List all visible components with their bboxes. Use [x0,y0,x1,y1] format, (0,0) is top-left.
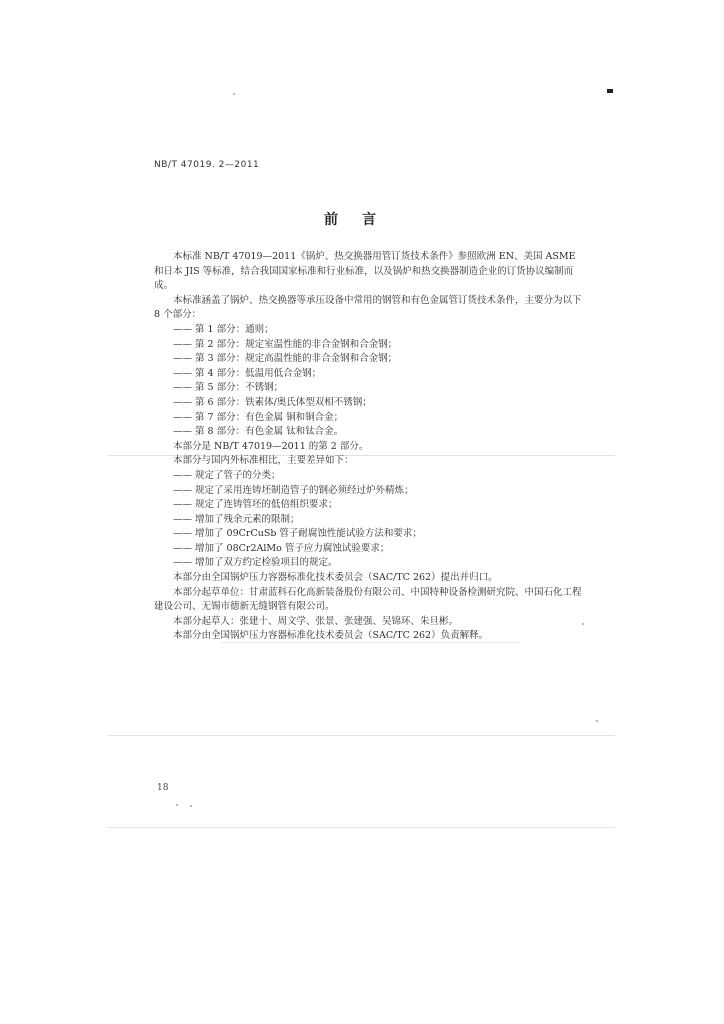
paragraph-drafting-units: 本部分起草单位：甘肃蓝科石化高新装备股份有限公司、中国特种设备检测研究院、中国石化工程建设公司、无锡市德新无缝钢管有限公司。 [154,586,582,613]
page-number: 18 [157,783,169,793]
list-item: —— 第 8 部分：有色金属 钛和钛合金。 [173,426,344,438]
list-item: —— 第 7 部分：有色金属 铜和铜合金； [173,411,344,423]
scan-speck [233,93,235,95]
list-item: —— 增加了双方约定检验项目的规定。 [173,557,338,569]
parts-list [154,323,586,440]
paragraph-interpretation: 本部分由全国锅炉压力容器标准化技术委员会（SAC/TC 262）负责解释。 [173,630,489,642]
scan-speck [176,804,178,806]
differences-list [154,469,586,571]
paragraph-part-number: 本部分是 NB/T 47019—2011 的第 2 部分。 [173,440,369,452]
paragraph-differences-intro: 本部分与国内外标准相比，主要差异如下： [173,455,354,467]
page-title: 前言 [324,212,400,228]
paragraph-scope: 本标准 NB/T 47019—2011《锅炉、热交换器用管订货技术条件》参照欧洲 EN、美国 ASME 和日本 JIS 等标准，结合我国国家标准和行业标准，以及锅炉和热交换器制造企业的订货协议编制而成。 [154,251,576,292]
scan-line [108,735,615,736]
paragraph-drafters: 本部分起草人：张建十、周文学、张景、张建强、吴锦环、朱旦彬。 [173,615,459,627]
list-item: —— 规定了采用连铸坯制造管子的钢必须经过炉外精炼； [173,484,414,496]
list-item: —— 第 4 部分：低温用低合金钢； [173,367,322,379]
scan-line [108,827,615,828]
list-item: —— 增加了 08Cr2AlMo 管子应力腐蚀试验要求； [173,542,390,554]
list-item: —— 第 6 部分：铁素体/奥氏体型双相不锈钢； [173,396,372,408]
list-item: —— 第 3 部分：规定高温性能的非合金钢和合金钢； [173,353,398,365]
scan-speck [596,720,598,722]
list-item: —— 规定了管子的分类； [173,469,281,481]
standard-code-header: NB/T 47019. 2—2011 [154,160,260,170]
foreword-body [154,250,586,644]
scan-mark [607,89,613,93]
scan-speck [190,805,192,807]
list-item: —— 第 5 部分：不锈钢； [173,382,284,394]
list-item: —— 增加了残余元素的限制； [173,513,300,525]
list-item: —— 第 1 部分：通则； [173,323,274,335]
paragraph-coverage: 本标准涵盖了锅炉、热交换器等承压设备中常用的钢管和有色金属管订货技术条件，主要分为以下 8 个部分： [154,294,582,321]
paragraph-proposer: 本部分由全国锅炉压力容器标准化技术委员会（SAC/TC 262）提出并归口。 [173,572,498,584]
list-item: —— 规定了连铸管坯的低倍组织要求； [173,499,338,511]
list-item: —— 第 2 部分：规定室温性能的非合金钢和合金钢； [173,338,398,350]
list-item: —— 增加了 09CrCuSb 管子耐腐蚀性能试验方法和要求； [173,528,422,540]
